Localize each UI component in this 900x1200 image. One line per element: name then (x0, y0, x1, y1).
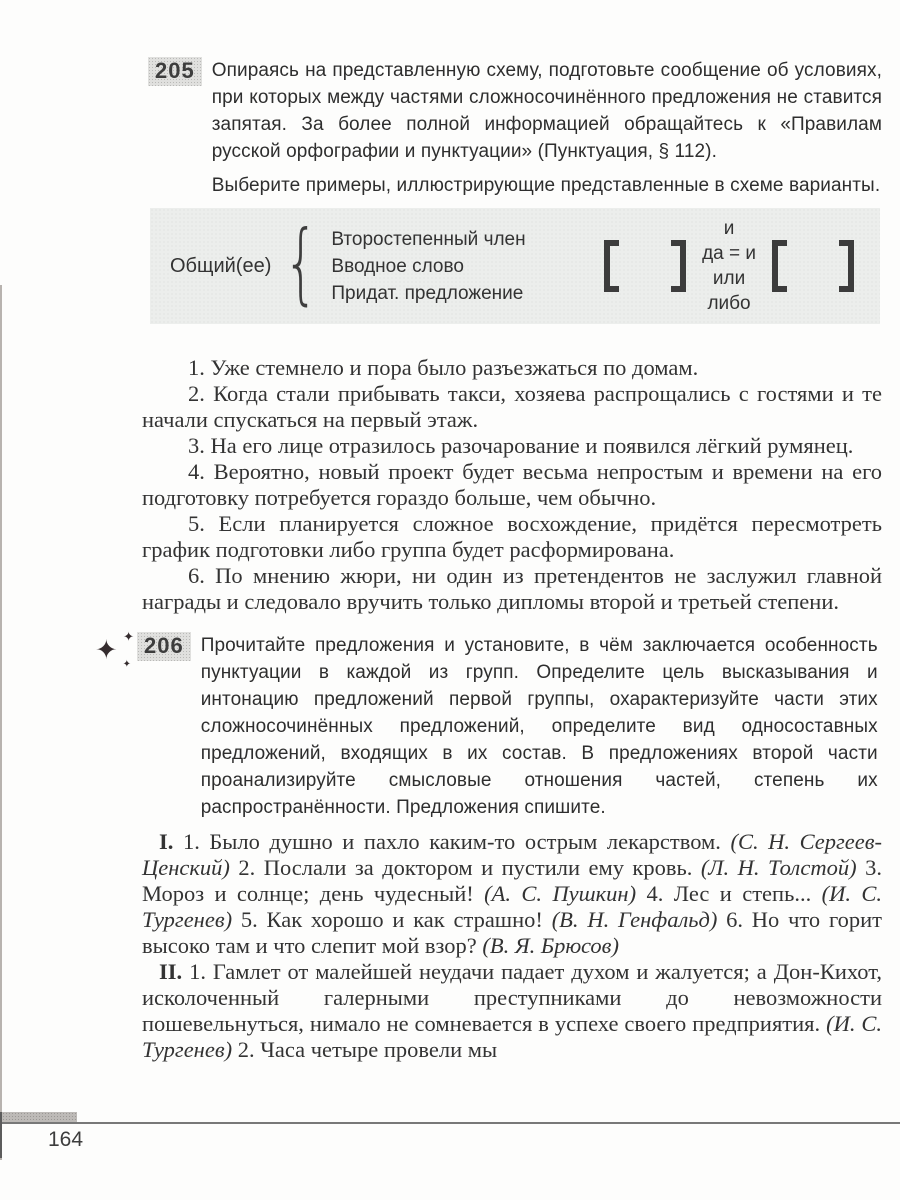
sentence: 3. На его лице отразилось разочарование и появился лёгкий румянец. (188, 433, 854, 458)
sentence: 1. Уже стемнело и пора было разъезжаться по домам. (188, 355, 699, 380)
schema-common-items (331, 226, 525, 307)
text-segment: (А. С. Пушкин) (484, 881, 637, 906)
text-segment: (И. С. Тургенев) (142, 1011, 882, 1062)
left-bracket-icon (772, 240, 787, 292)
text-segment: 1. Гамлет от малейшей неудачи падает духом и жалуется; а Дон-Кихот, исколоченный галерными преступниками до невозможности пошевельнуться, нимало не сомневается в успехе своего предприятия. (142, 959, 883, 1036)
footer-rule (0, 1122, 900, 1124)
footer-edge-tick (0, 1112, 2, 1158)
page-number: 164 (48, 1128, 84, 1151)
schema-conjunction: да = и (702, 243, 756, 264)
group-1-paragraph (142, 829, 882, 959)
schema-conjunction: или (712, 268, 746, 289)
text-segment: (В. Н. Генфальд) (551, 907, 718, 932)
exercise-206-instruction-text: Прочитайте предложения и установите, в чём заключается особенность пунктуации в каждой из групп. Определите цель высказывания и интонацию предложений первой группы, охарактеризуйте части этих сложносочинённых предложений, определите вид односоставных предложений, входящих в их состав. В предложениях второй части проанализируйте смысловые отношения частей, степень их распространённости. Предложения спишите. (200, 635, 878, 818)
text-segment: (Л. Н. Толстой) (700, 855, 857, 880)
sentence: 2. Когда стали прибывать такси, хозяева распрощались с гостями и те начали спускаться на первый этаж. (142, 381, 882, 432)
exercise-206-number-badge: 206 (137, 632, 191, 661)
text-segment: 6. Но что горит высоко там и что слепит мой взор? (142, 907, 882, 958)
schema-common-item: Вводное слово (331, 255, 464, 277)
group-2-paragraph (142, 959, 882, 1063)
sparkle-icon (95, 630, 137, 670)
exercise-205-number-badge: 205 (148, 57, 202, 86)
text-segment: (С. Н. Сергеев-Ценский) (142, 829, 882, 880)
text-segment: 1. Было душно и пахло каким-то острым лекарством. (182, 829, 731, 854)
schema-common-label: Общий(ее) (170, 254, 272, 277)
schema-common-item: Придат. предложение (331, 282, 524, 304)
exercise-206-instructions (201, 632, 878, 821)
exercise-205-instruction-text: Опираясь на представленную схему, подготовьте сообщение об условиях, при которых между частями сложносочинённого предложения не ставится запятая. За более полной информацией обращайтесь к «Правилам русской орфографии и пунктуации» (Пунктуация, § 112). (211, 60, 882, 162)
sentence: 6. По мнению жюри, ни один из претендентов не заслужил главной награды и следовало вручить только дипломы второй и третьей степени. (142, 563, 882, 614)
text-segment: 5. Как хорошо и как страшно! (232, 907, 552, 932)
first-clause-brackets (604, 240, 686, 292)
punctuation-schema-box (150, 208, 880, 324)
exercise-205-instruction-extra: Выберите примеры, иллюстрирующие представленные в схеме варианты. (211, 175, 881, 196)
page-edge-shadow (0, 285, 2, 1160)
schema-common-item: Второстепенный член (331, 228, 526, 250)
right-bracket-icon (839, 240, 854, 292)
schema-conjunction: и (723, 218, 735, 239)
exercise-205-instructions (212, 57, 882, 199)
text-segment: (И. С. Тургенев) (142, 881, 883, 932)
sentence: 4. Вероятно, новый проект будет весьма непростым и времени на его подготовку потребуется гораздо больше, чем обычно. (142, 459, 882, 510)
sparkle-star-tiny: ✦ (122, 659, 131, 670)
sentence: 5. Если планируется сложное восхождение, придётся пересмотреть график подготовки либо группа будет расформирована. (142, 511, 882, 562)
exercise-205-sentences (142, 355, 882, 615)
second-clause-brackets (772, 240, 854, 292)
exercise-206-header (95, 632, 882, 821)
footer-decoration-bar (2, 1112, 77, 1122)
exercise-206-sentence-groups (142, 829, 882, 1063)
sparkle-star-small: ✦ (123, 630, 134, 645)
schema-content (150, 208, 880, 324)
schema-conjunction: либо (707, 293, 751, 314)
text-segment: 3. Мороз и солнце; день чудесный! (142, 855, 883, 906)
text-segment: 4. Лес и степь... (636, 881, 822, 906)
sparkle-star-large: ✦ (95, 635, 118, 666)
schema-conjunctions (702, 216, 756, 316)
text-segment: (В. Я. Брюсов) (482, 933, 619, 958)
text-segment: II. (159, 959, 190, 984)
text-segment: 2. Часа четыре провели мы (232, 1037, 498, 1062)
right-bracket-icon (671, 240, 686, 292)
curly-brace-icon: { (284, 211, 319, 314)
text-segment: I. (159, 829, 183, 854)
left-bracket-icon (604, 240, 619, 292)
exercise-205-header (148, 57, 882, 199)
text-segment: 2. Послали за доктором и пустили ему кровь. (229, 855, 701, 880)
